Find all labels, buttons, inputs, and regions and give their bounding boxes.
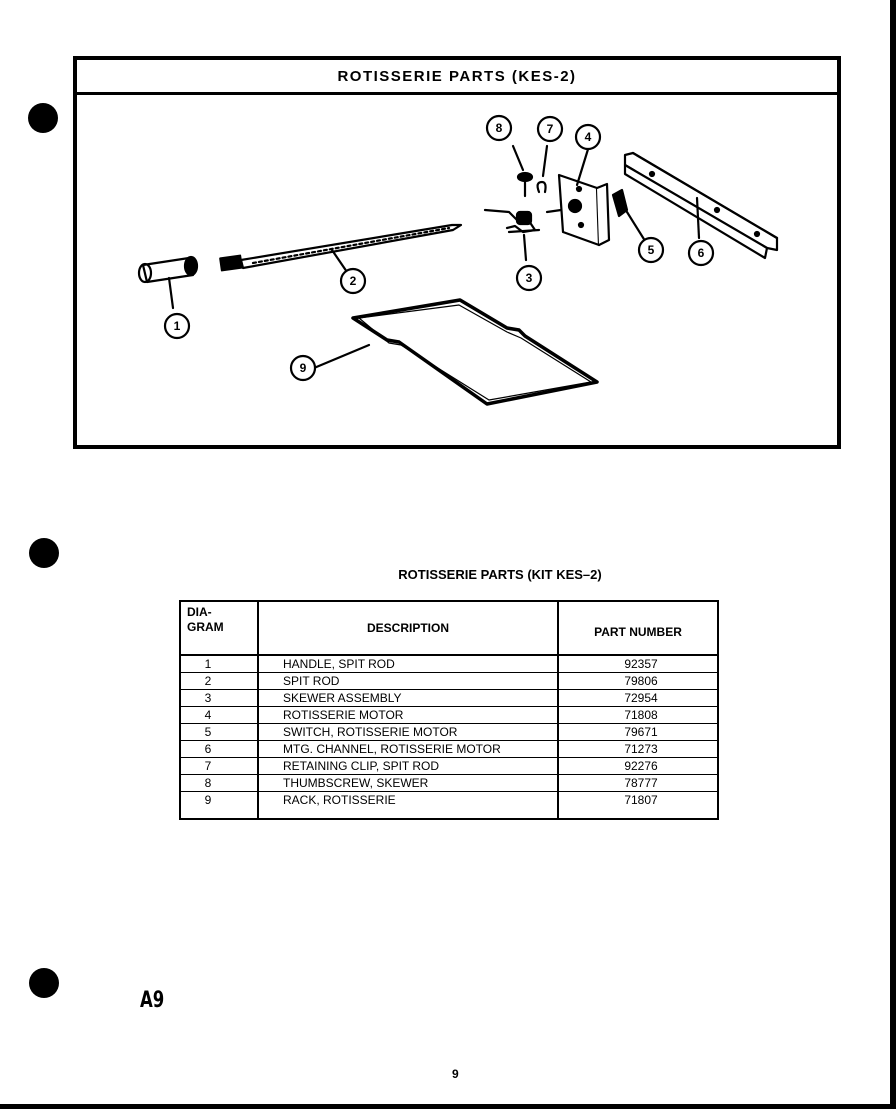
- diagram-title: ROTISSERIE PARTS (KES-2): [77, 60, 837, 95]
- thumbscrew-skewer-drawing: [513, 146, 532, 196]
- callout-7: [538, 117, 562, 141]
- callout-9-label: 9: [299, 361, 307, 375]
- page-edge-bottom: [0, 1104, 896, 1109]
- rack-rotisserie-drawing: [314, 300, 597, 404]
- row-part-number: 71273: [558, 741, 718, 758]
- switch-rotisserie-motor-drawing: [613, 190, 647, 244]
- row-part-number: 92276: [558, 758, 718, 775]
- row-part-number: 79671: [558, 724, 718, 741]
- table-row: [180, 741, 718, 758]
- row-diagram: 8: [180, 775, 258, 792]
- row-part-number: 78777: [558, 775, 718, 792]
- row-diagram: 3: [180, 690, 258, 707]
- row-description: RACK, ROTISSERIE: [258, 792, 558, 820]
- parts-table-caption: ROTISSERIE PARTS (KIT KES–2): [398, 567, 602, 582]
- table-row: [180, 655, 718, 673]
- callout-3: [517, 266, 541, 290]
- row-part-number: 71807: [558, 792, 718, 820]
- row-diagram: 6: [180, 741, 258, 758]
- table-row: [180, 707, 718, 724]
- row-diagram: 4: [180, 707, 258, 724]
- header-diagram: [180, 601, 258, 655]
- row-description: HANDLE, SPIT ROD: [258, 655, 558, 673]
- table-row: [180, 758, 718, 775]
- row-part-number: 71808: [558, 707, 718, 724]
- callout-8: [487, 116, 511, 140]
- callout-1: [165, 314, 189, 338]
- table-row: [180, 673, 718, 690]
- row-description: SWITCH, ROTISSERIE MOTOR: [258, 724, 558, 741]
- parts-illustration: [77, 60, 837, 445]
- row-description: MTG. CHANNEL, ROTISSERIE MOTOR: [258, 741, 558, 758]
- callout-6-label: 6: [697, 246, 705, 260]
- callout-6: [689, 241, 713, 265]
- row-diagram: 7: [180, 758, 258, 775]
- parts-table: [179, 600, 719, 820]
- row-description: SPIT ROD: [258, 673, 558, 690]
- table-row: [180, 724, 718, 741]
- spit-rod-drawing: [220, 225, 461, 272]
- skewer-assembly-drawing: [485, 210, 539, 260]
- handle-spit-rod-drawing: [139, 257, 197, 308]
- row-diagram: 9: [180, 792, 258, 820]
- table-row: [180, 775, 718, 792]
- row-diagram: 5: [180, 724, 258, 741]
- header-part-number: PART NUMBER: [558, 601, 718, 655]
- punch-hole-bottom: [29, 968, 59, 998]
- callout-1-label: 1: [173, 319, 181, 333]
- page-edge-right: [890, 0, 896, 1109]
- page-id: A9: [140, 988, 165, 1013]
- row-description: RETAINING CLIP, SPIT ROD: [258, 758, 558, 775]
- parts-table-header-row: [180, 601, 718, 655]
- callout-5: [639, 238, 663, 262]
- callout-4-label: 4: [584, 130, 592, 144]
- table-row: [180, 792, 718, 820]
- row-part-number: 92357: [558, 655, 718, 673]
- callout-8-label: 8: [495, 121, 503, 135]
- row-description: SKEWER ASSEMBLY: [258, 690, 558, 707]
- header-description: DESCRIPTION: [258, 601, 558, 655]
- callout-7-label: 7: [546, 122, 554, 136]
- page-number: 9: [452, 1067, 459, 1081]
- exploded-parts-diagram: [73, 56, 841, 449]
- row-diagram: 2: [180, 673, 258, 690]
- callout-9: [291, 356, 315, 380]
- header-diagram-line1: DIA-: [187, 605, 212, 619]
- retaining-clip-drawing: [538, 146, 547, 192]
- callout-5-label: 5: [647, 243, 655, 257]
- punch-hole-top: [28, 103, 58, 133]
- row-diagram: 1: [180, 655, 258, 673]
- callout-2-label: 2: [349, 274, 357, 288]
- row-description: THUMBSCREW, SKEWER: [258, 775, 558, 792]
- header-diagram-line2: GRAM: [187, 620, 224, 634]
- table-row: [180, 690, 718, 707]
- rotisserie-motor-drawing: [547, 146, 609, 245]
- callout-2: [341, 269, 365, 293]
- row-part-number: 79806: [558, 673, 718, 690]
- punch-hole-middle: [29, 538, 59, 568]
- callout-4: [576, 125, 600, 149]
- row-description: ROTISSERIE MOTOR: [258, 707, 558, 724]
- callout-3-label: 3: [525, 271, 533, 285]
- row-part-number: 72954: [558, 690, 718, 707]
